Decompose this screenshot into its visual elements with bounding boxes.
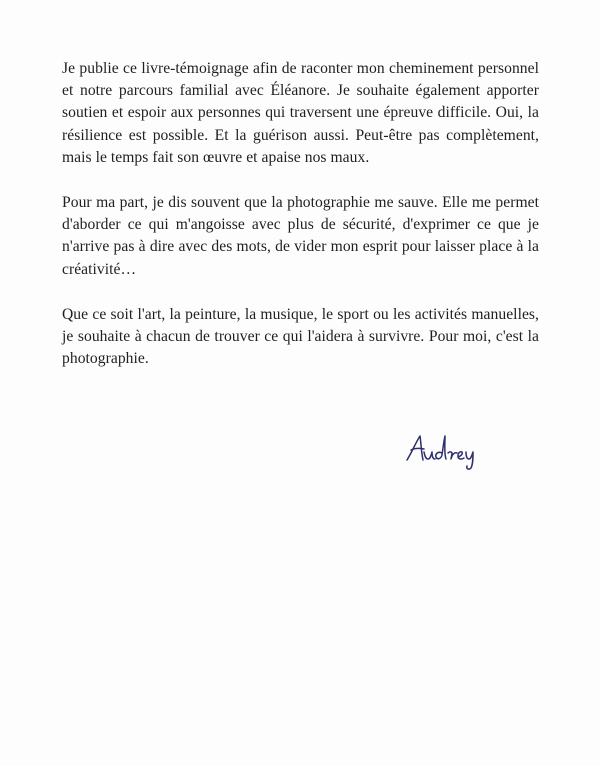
paragraph-photography: Pour ma part, je dis souvent que la photographie me sauve. Elle me permet d'aborder ce qui m'angoisse avec plus de sécurité, d'exprimer ce que je n'arrive pas à dire avec des mots, de vider mon esprit pour laisser place à la créativité… xyxy=(62,194,539,278)
paragraph-wish: Que ce soit l'art, la peinture, la musique, le sport ou les activités manuelles, je souhaite à chacun de trouver ce qui l'aidera à survivre. Pour moi, c'est la photographie. xyxy=(62,305,539,368)
letter-body xyxy=(62,58,539,393)
signature xyxy=(404,428,494,472)
paragraph-intro: Je publie ce livre-témoignage afin de raconter mon cheminement personnel et notre parcours familial avec Éléanore. Je souhaite également apporter soutien et espoir aux personnes qui traversent une épreuve difficile. Oui, la résilience est possible. Et la guérison aussi. Peut-être pas complètement, mais le temps fait son œuvre et apaise nos maux. xyxy=(62,60,539,166)
signature-handwriting-icon xyxy=(404,428,494,472)
